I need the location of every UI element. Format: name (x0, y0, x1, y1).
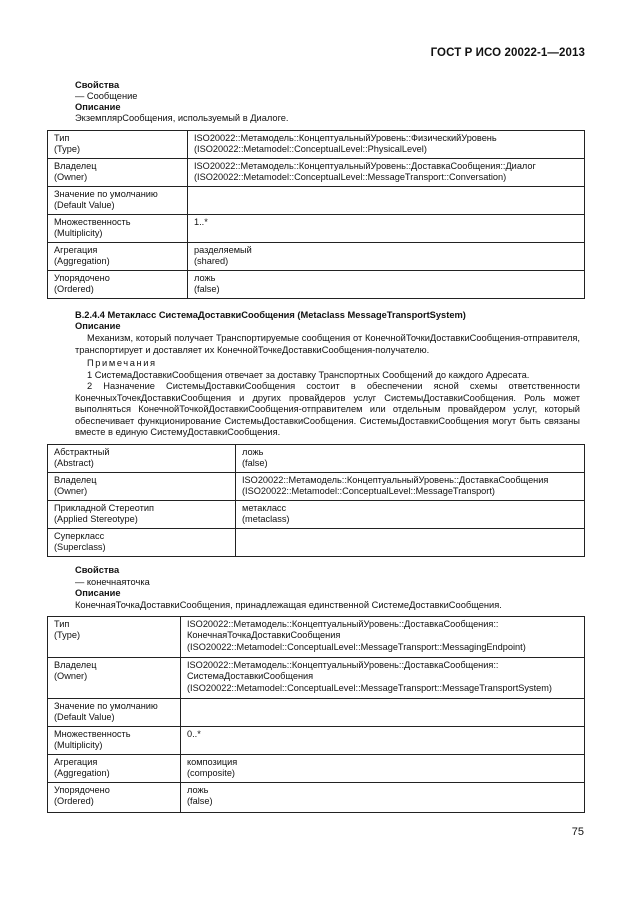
attribute-label-cell: Владелец (Owner) (48, 658, 181, 699)
section-heading: B.2.4.4 Метакласс СистемаДоставкиСообщения (Metaclass MessageTransportSystem) (75, 310, 466, 320)
attribute-value-cell: композиция (composite) (181, 755, 585, 783)
attribute-label-cell: Тип (Type) (48, 617, 181, 658)
attribute-label-cell: Упорядочено (Ordered) (48, 270, 188, 298)
attribute-label-cell: Абстрактный (Abstract) (48, 445, 236, 473)
attributes-table-2 (47, 444, 585, 557)
table-row (48, 214, 585, 242)
attribute-label-cell: Прикладной Стереотип (Applied Stereotype) (48, 501, 236, 529)
note-1: 1 СистемаДоставкиСообщения отвечает за доставку Транспортных Сообщений до каждого Адресата. (87, 370, 530, 380)
table-row (48, 617, 585, 658)
attribute-label-cell: Множественность (Multiplicity) (48, 214, 188, 242)
table-row (48, 501, 585, 529)
attribute-label-cell: Значение по умолчанию (Default Value) (48, 186, 188, 214)
description-heading: Описание (75, 321, 121, 331)
properties-heading: Свойства (75, 80, 120, 90)
document-code-header: ГОСТ Р ИСО 20022-1—2013 (430, 47, 585, 59)
note-2: 2 Назначение СистемыДоставкиСообщения состоит в обеспечении ясной схемы ответственности КонечныхТочекДоставкиСообщения и других провайдеров услуг СистемыДоставкиСообщения. Роль может выполняться КонечнойТочкойДоставкиСообщения-отправителем или отдельным провайдером услуг, который обеспечивает функционирование СистемыДоставкиСообщения. СистемыДоставкиСообщения могут быть связаны вместе в единую СистемуДоставкиСообщения. (75, 381, 580, 438)
attribute-label-cell: Агрегация (Aggregation) (48, 755, 181, 783)
table-row (48, 242, 585, 270)
description-text: КонечнаяТочкаДоставкиСообщения, принадлежащая единственной СистемеДоставкиСообщения. (75, 600, 502, 610)
table-row (48, 186, 585, 214)
table-row (48, 727, 585, 755)
table-row (48, 473, 585, 501)
attribute-label-cell: Упорядочено (Ordered) (48, 783, 181, 813)
attribute-value-cell: 0..* (181, 727, 585, 755)
attribute-label-cell: Владелец (Owner) (48, 158, 188, 186)
attributes-table-1 (47, 130, 585, 299)
properties-heading: Свойства (75, 565, 120, 575)
attribute-value-cell: ложь (false) (188, 270, 585, 298)
table-row (48, 131, 585, 159)
attributes-table-3 (47, 616, 585, 813)
property-item: — конечнаяточка (75, 577, 150, 587)
table-row (48, 755, 585, 783)
notes-title: Примечания (87, 358, 157, 368)
attribute-value-cell: ложь (false) (181, 783, 585, 813)
attribute-value-cell: 1..* (188, 214, 585, 242)
attribute-value-cell: ISO20022::Метамодель::КонцептуальныйУровень::ФизическийУровень (ISO20022::Metamodel::ConceptualLevel::PhysicalLevel) (188, 131, 585, 159)
attribute-label-cell: Суперкласс (Superclass) (48, 529, 236, 557)
table-row (48, 658, 585, 699)
table-row (48, 699, 585, 727)
description-text: ЭкземплярСообщения, используемый в Диалоге. (75, 113, 289, 123)
attribute-value-cell: ISO20022::Метамодель::КонцептуальныйУровень::ДоставкаСообщения:: КонечнаяТочкаДоставкиСообщения (ISO20022::Metamodel::ConceptualLevel::MessageTransport::MessagingEndpoint) (181, 617, 585, 658)
table-row (48, 529, 585, 557)
attribute-label-cell: Владелец (Owner) (48, 473, 236, 501)
attribute-value-cell (188, 186, 585, 214)
attribute-value-cell: разделяемый (shared) (188, 242, 585, 270)
page-number: 75 (571, 826, 584, 838)
attribute-value-cell: ISO20022::Метамодель::КонцептуальныйУровень::ДоставкаСообщения (ISO20022::Metamodel::ConceptualLevel::MessageTransport) (236, 473, 585, 501)
description-heading: Описание (75, 102, 121, 112)
attribute-label-cell: Агрегация (Aggregation) (48, 242, 188, 270)
table-row (48, 445, 585, 473)
attribute-value-cell (181, 699, 585, 727)
property-item: — Сообщение (75, 91, 138, 101)
attribute-label-cell: Значение по умолчанию (Default Value) (48, 699, 181, 727)
table-row (48, 270, 585, 298)
attribute-label-cell: Тип (Type) (48, 131, 188, 159)
table-row (48, 158, 585, 186)
attribute-value-cell: метакласс (metaclass) (236, 501, 585, 529)
attribute-value-cell: ISO20022::Метамодель::КонцептуальныйУровень::ДоставкаСообщения:: СистемаДоставкиСообщения (ISO20022::Metamodel::ConceptualLevel::MessageTransport::MessageTransportSystem) (181, 658, 585, 699)
attribute-value-cell: ложь (false) (236, 445, 585, 473)
section-description: Механизм, который получает Транспортируемые сообщения от КонечнойТочкиДоставкиСообщения-отправителя, транспортирует и доставляет их КонечнойТочкеДоставкиСообщения-получателю. (75, 333, 580, 355)
attribute-value-cell: ISO20022::Метамодель::КонцептуальныйУровень::ДоставкаСообщения::Диалог (ISO20022::Metamodel::ConceptualLevel::MessageTransport::Conversation) (188, 158, 585, 186)
attribute-label-cell: Множественность (Multiplicity) (48, 727, 181, 755)
attribute-value-cell (236, 529, 585, 557)
description-heading: Описание (75, 588, 121, 598)
table-row (48, 783, 585, 813)
